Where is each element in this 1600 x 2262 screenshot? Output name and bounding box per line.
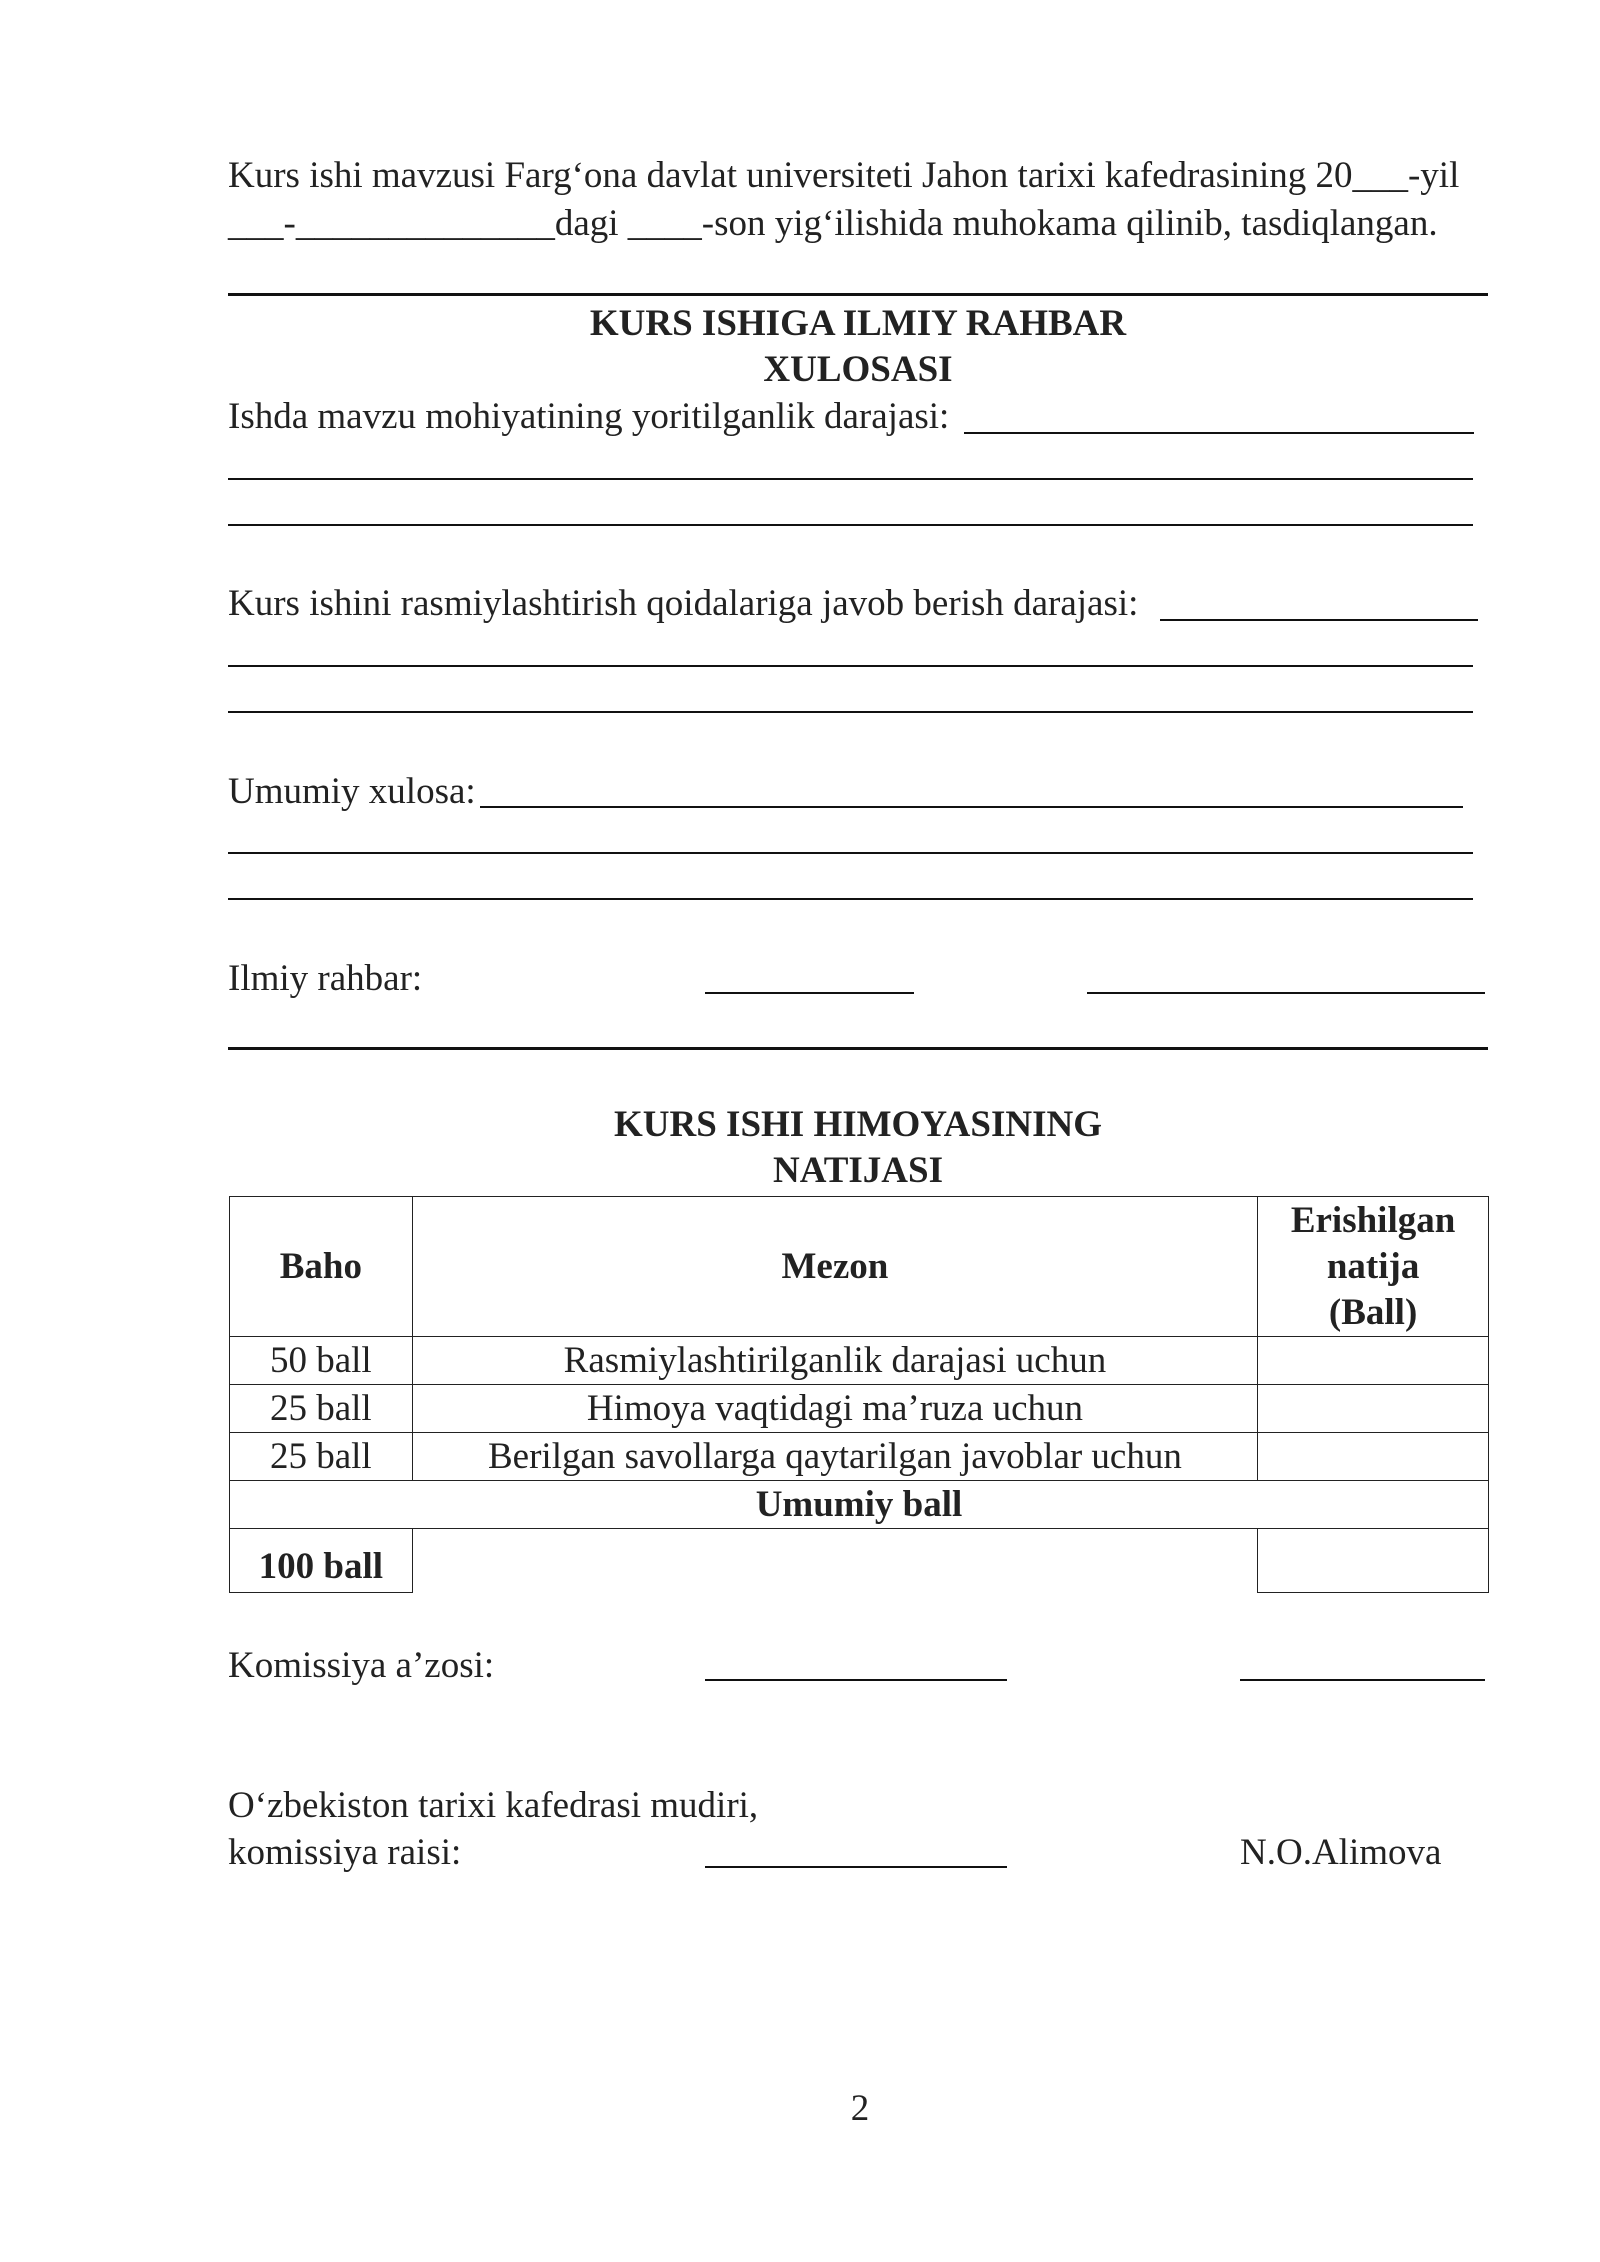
question-3-answer-field[interactable]	[480, 806, 1463, 808]
supervisor-signature-field[interactable]	[705, 992, 914, 994]
table-row	[230, 1433, 1489, 1481]
supervisor-title-line-1: KURS ISHIGA ILMIY RAHBAR	[589, 303, 1127, 344]
section-divider	[228, 293, 1488, 296]
table-row	[230, 1337, 1489, 1385]
question-2-answer-line[interactable]	[228, 665, 1473, 667]
row-score: 50 ball	[230, 1337, 413, 1385]
results-table	[229, 1196, 1489, 1593]
header-result-line-3: (Ball)	[1328, 1291, 1418, 1333]
total-spacer-cell	[412, 1529, 1257, 1593]
supervisor-signature-label: Ilmiy rahbar:	[228, 958, 423, 999]
row-score: 25 ball	[230, 1385, 413, 1433]
total-label: Umumiy ball	[230, 1481, 1489, 1529]
defense-title-line-2: NATIJASI	[773, 1150, 943, 1191]
intro-line-2: ___-______________dagi ____-son yig‘ilishida muhokama qilinib, tasdiqlangan.	[228, 203, 1438, 244]
commission-member-label: Komissiya a’zosi:	[228, 1645, 495, 1686]
header-result-line-1: Erishilgan	[1290, 1199, 1456, 1241]
chair-title-line-1: O‘zbekiston tarixi kafedrasi mudiri,	[228, 1785, 759, 1826]
commission-member-name-field[interactable]	[1240, 1679, 1485, 1681]
question-1-answer-line[interactable]	[228, 478, 1473, 480]
row-score: 25 ball	[230, 1433, 413, 1481]
total-result-cell[interactable]	[1258, 1529, 1489, 1593]
row-result-cell[interactable]	[1258, 1385, 1489, 1433]
total-score-row	[230, 1529, 1489, 1593]
question-3-label: Umumiy xulosa:	[228, 771, 476, 812]
chair-name: N.O.Alimova	[1240, 1832, 1442, 1873]
row-result-cell[interactable]	[1258, 1337, 1489, 1385]
page-number: 2	[850, 2088, 870, 2129]
header-result-line-2: natija	[1326, 1245, 1420, 1287]
commission-member-signature-field[interactable]	[705, 1679, 1007, 1681]
intro-line-1: Kurs ishi mavzusi Farg‘ona davlat universiteti Jahon tarixi kafedrasining 20___-yil	[228, 155, 1460, 196]
row-criterion: Berilgan savollarga qaytarilgan javoblar uchun	[412, 1433, 1257, 1481]
header-result	[1258, 1197, 1489, 1337]
table-header-row	[230, 1197, 1489, 1337]
row-result-cell[interactable]	[1258, 1433, 1489, 1481]
question-2-answer-field[interactable]	[1160, 619, 1478, 621]
question-1-label: Ishda mavzu mohiyatining yoritilganlik darajasi:	[228, 396, 950, 437]
supervisor-title-line-2: XULOSASI	[763, 349, 953, 390]
table-row	[230, 1385, 1489, 1433]
supervisor-name-field[interactable]	[1087, 992, 1485, 994]
total-label-row	[230, 1481, 1489, 1529]
question-2-answer-line[interactable]	[228, 711, 1473, 713]
chair-signature-field[interactable]	[705, 1866, 1007, 1868]
row-criterion: Himoya vaqtidagi ma’ruza uchun	[412, 1385, 1257, 1433]
section-divider	[228, 1047, 1488, 1050]
header-score: Baho	[230, 1197, 413, 1337]
question-2-label: Kurs ishini rasmiylashtirish qoidalariga javob berish darajasi:	[228, 583, 1139, 624]
question-1-answer-line[interactable]	[228, 524, 1473, 526]
question-3-answer-line[interactable]	[228, 852, 1473, 854]
chair-title-line-2: komissiya raisi:	[228, 1832, 462, 1873]
row-criterion: Rasmiylashtirilganlik darajasi uchun	[412, 1337, 1257, 1385]
question-3-answer-line[interactable]	[228, 898, 1473, 900]
total-score: 100 ball	[230, 1529, 413, 1593]
defense-title-line-1: KURS ISHI HIMOYASINING	[614, 1104, 1102, 1145]
header-criterion: Mezon	[412, 1197, 1257, 1337]
question-1-answer-field[interactable]	[964, 432, 1474, 434]
